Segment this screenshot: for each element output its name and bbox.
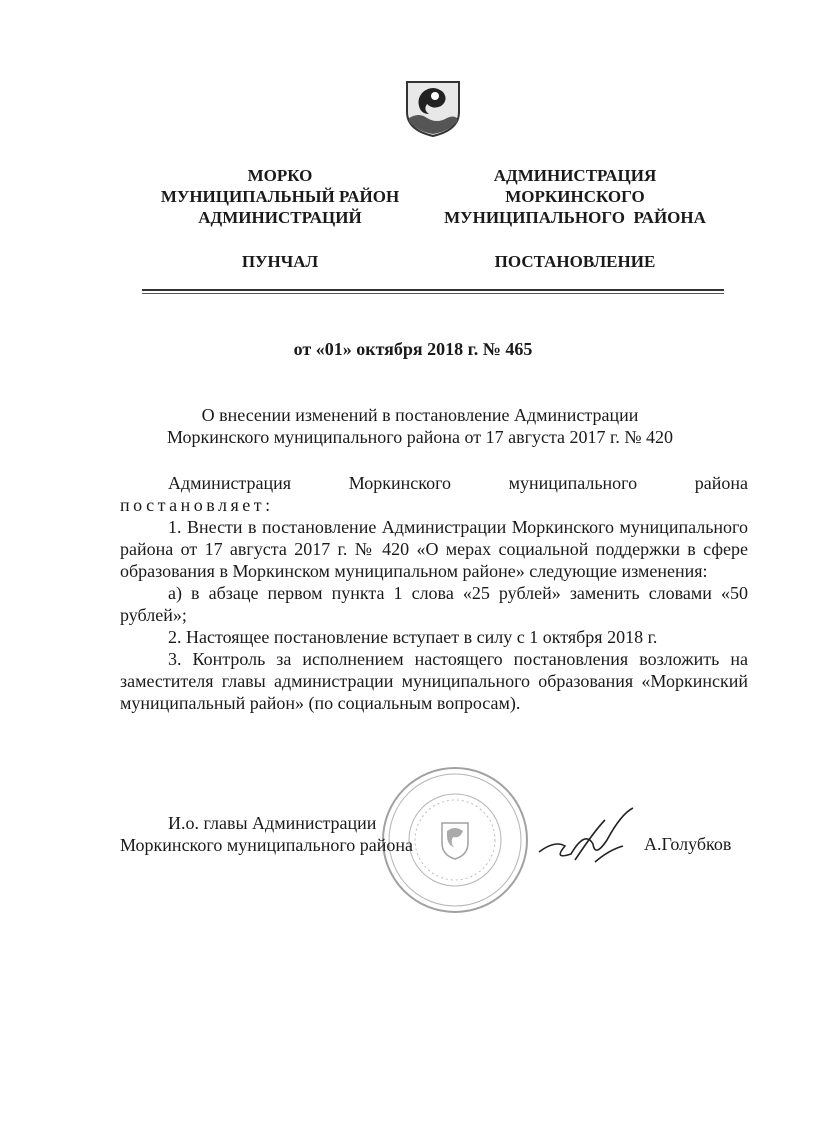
doc-type-right: ПОСТАНОВЛЕНИЕ bbox=[494, 252, 656, 271]
header-right-block bbox=[420, 165, 730, 228]
header-right-line: МОРКИНСКОГО bbox=[505, 187, 645, 206]
header-left-line: АДМИНИСТРАЦИЙ bbox=[198, 208, 362, 227]
document-number: от «01» октября 2018 г. № 465 bbox=[293, 339, 533, 359]
subject-line: О внесении изменений в постановление Администрации bbox=[201, 405, 639, 425]
header-left-line: МУНИЦИПАЛЬНЫЙ РАЙОН bbox=[160, 187, 400, 206]
signature-title-line1: И.о. главы Администрации bbox=[168, 813, 377, 833]
doc-type-left: ПУНЧАЛ bbox=[241, 252, 319, 271]
body-item-1a: а) в абзаце первом пункта 1 слова «25 рублей» заменить словами «50 рублей»; bbox=[120, 583, 748, 625]
body-intro: Администрация Моркинского муниципального района bbox=[168, 473, 748, 493]
header-right-line: АДМИНИСТРАЦИЯ bbox=[493, 166, 657, 185]
header-left-line: МОРКО bbox=[247, 166, 313, 185]
signatory-name: А.Голубков bbox=[644, 834, 732, 854]
header-divider-thin bbox=[142, 293, 724, 294]
body-item-3: 3. Контроль за исполнением настоящего постановления возложить на заместителя главы администрации муниципального образования «Моркинский муниципальный район» (по социальным вопросам). bbox=[120, 649, 748, 713]
signature-title-line2: Моркинского муниципального района bbox=[120, 835, 414, 855]
header-left-block bbox=[130, 165, 430, 228]
body-item-1: 1. Внести в постановление Администрации Моркинского муниципального района от 17 августа 2017 г. № 420 «О мерах социальной поддержки в сфере образования в Моркинском муниципальном районе» следующие изменения: bbox=[120, 517, 748, 581]
handwritten-signature bbox=[535, 800, 645, 880]
header-divider bbox=[142, 289, 724, 291]
body-decree: постановляет: bbox=[120, 495, 274, 515]
subject-line: Моркинского муниципального района от 17 августа 2017 г. № 420 bbox=[166, 427, 674, 447]
header-right-line: МУНИЦИПАЛЬНОГО РАЙОНА bbox=[444, 208, 706, 227]
document-subject bbox=[110, 404, 730, 448]
signature-title bbox=[120, 812, 460, 856]
body-item-2: 2. Настоящее постановление вступает в силу с 1 октября 2018 г. bbox=[168, 627, 658, 647]
document-body bbox=[120, 472, 748, 714]
coat-of-arms-icon bbox=[403, 78, 463, 138]
